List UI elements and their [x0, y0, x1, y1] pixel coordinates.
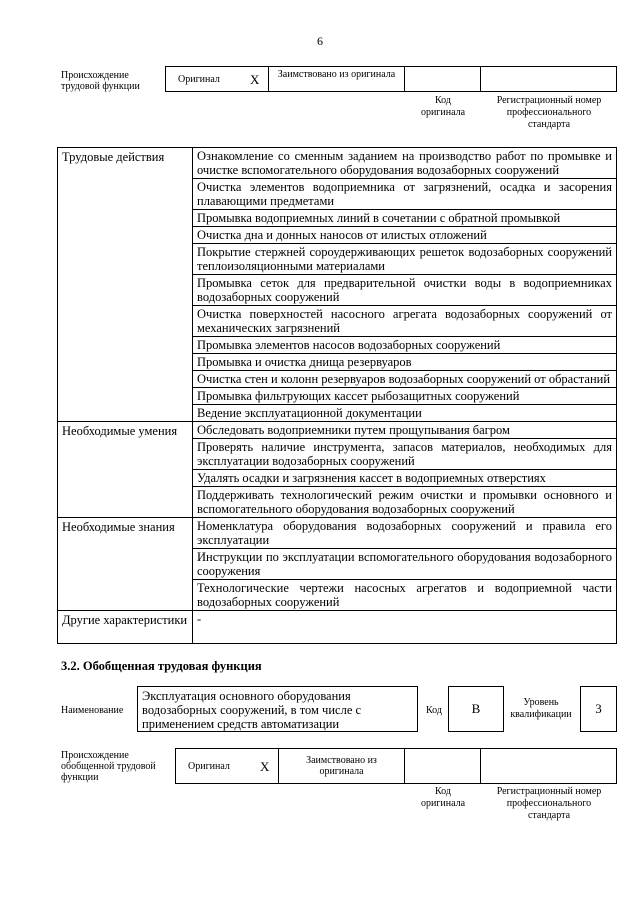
code-original-caption: Код оригинала — [420, 95, 466, 118]
origin-label: Происхождение трудовой функции — [61, 70, 140, 92]
skills-label: Необходимые умения — [58, 422, 193, 518]
skill-item: Проверять наличие инструмента, запасов материалов, необходимых для эксплуатации водозаборных сооружений — [193, 439, 617, 470]
name-value-box — [137, 686, 418, 732]
knowledge-label: Необходимые знания — [58, 518, 193, 611]
borrowed-label: Заимствовано из оригинала — [306, 755, 377, 777]
skill-item: Поддерживать технологический режим очистки и промывки основного и вспомогательного оборудования водозаборных сооружений — [193, 487, 617, 518]
code-original-cell — [404, 66, 481, 92]
page-number: 6 — [317, 34, 323, 48]
level-box — [580, 686, 617, 732]
action-item: Ведение эксплуатационной документации — [193, 405, 617, 422]
original-label: Оригинал — [188, 761, 230, 772]
action-item: Промывка фильтрующих кассет рыбозащитных сооружений — [193, 388, 617, 405]
action-item: Ознакомление со сменным заданием на производство работ по промывке и очистке вспомогательного оборудования водозаборных сооружений — [193, 148, 617, 179]
code-label: Код — [426, 705, 442, 716]
other-value: - — [193, 611, 617, 644]
level-label: Уровень квалификации — [510, 697, 572, 720]
knowledge-item: Инструкции по эксплуатации вспомогательного оборудования водозаборного сооружения — [193, 549, 617, 580]
action-item: Промывка элементов насосов водозаборных сооружений — [193, 337, 617, 354]
original-cell — [175, 748, 279, 784]
action-item: Покрытие стержней сороудерживающих решеток водозаборных сооружений теплоизоляционными материалами — [193, 244, 617, 275]
name-value: Эксплуатация основного оборудования водозаборных сооружений, в том числе с применением средств автоматизации — [142, 689, 362, 731]
name-label: Наименование — [61, 705, 124, 716]
borrowed-cell — [268, 66, 405, 92]
knowledge-item: Номенклатура оборудования водозаборных сооружений и правила его эксплуатации — [193, 518, 617, 549]
action-item: Очистка стен и колонн резервуаров водозаборных сооружений от обрастаний — [193, 371, 617, 388]
reg-number-caption: Регистрационный номер профессионального стандарта — [496, 786, 602, 821]
code-box — [448, 686, 504, 732]
original-mark: X — [250, 72, 260, 87]
original-label: Оригинал — [178, 74, 220, 85]
origin-label: Происхождение обобщенной трудовой функции — [61, 750, 156, 783]
section-title: 3.2. Обобщенная трудовая функция — [61, 659, 262, 673]
other-label: Другие характеристики — [58, 611, 193, 644]
action-item: Очистка дна и донных наносов от илистых отложений — [193, 227, 617, 244]
skill-item: Удалять осадки и загрязнения кассет в водоприемных отверстиях — [193, 470, 617, 487]
borrowed-cell — [278, 748, 405, 784]
code-value: B — [471, 701, 481, 716]
action-item: Очистка элементов водоприемника от загрязнений, осадка и засорения плавающими предметами — [193, 179, 617, 210]
code-original-caption: Код оригинала — [420, 786, 466, 809]
action-item: Промывка и очистка днища резервуаров — [193, 354, 617, 371]
knowledge-item: Технологические чертежи насосных агрегатов и водоприемной части водозаборных сооружений — [193, 580, 617, 611]
action-item: Промывка водоприемных линий в сочетании с обратной промывкой — [193, 210, 617, 227]
reg-number-cell — [480, 66, 617, 92]
code-original-cell — [404, 748, 481, 784]
level-value: 3 — [595, 701, 602, 716]
reg-number-cell — [480, 748, 617, 784]
action-item: Промывка сеток для предварительной очистки воды в водоприемниках водозаборных сооружений — [193, 275, 617, 306]
reg-number-caption: Регистрационный номер профессионального стандарта — [496, 95, 602, 130]
skill-item: Обследовать водоприемники путем прощупывания багром — [193, 422, 617, 439]
borrowed-label: Заимствовано из оригинала — [277, 69, 396, 80]
original-cell — [165, 66, 269, 92]
labor-functions-table — [57, 147, 617, 644]
original-mark: X — [260, 759, 270, 774]
action-item: Очистка поверхностей насосного агрегата водозаборных сооружений от механических загрязнений — [193, 306, 617, 337]
actions-label: Трудовые действия — [58, 148, 193, 422]
